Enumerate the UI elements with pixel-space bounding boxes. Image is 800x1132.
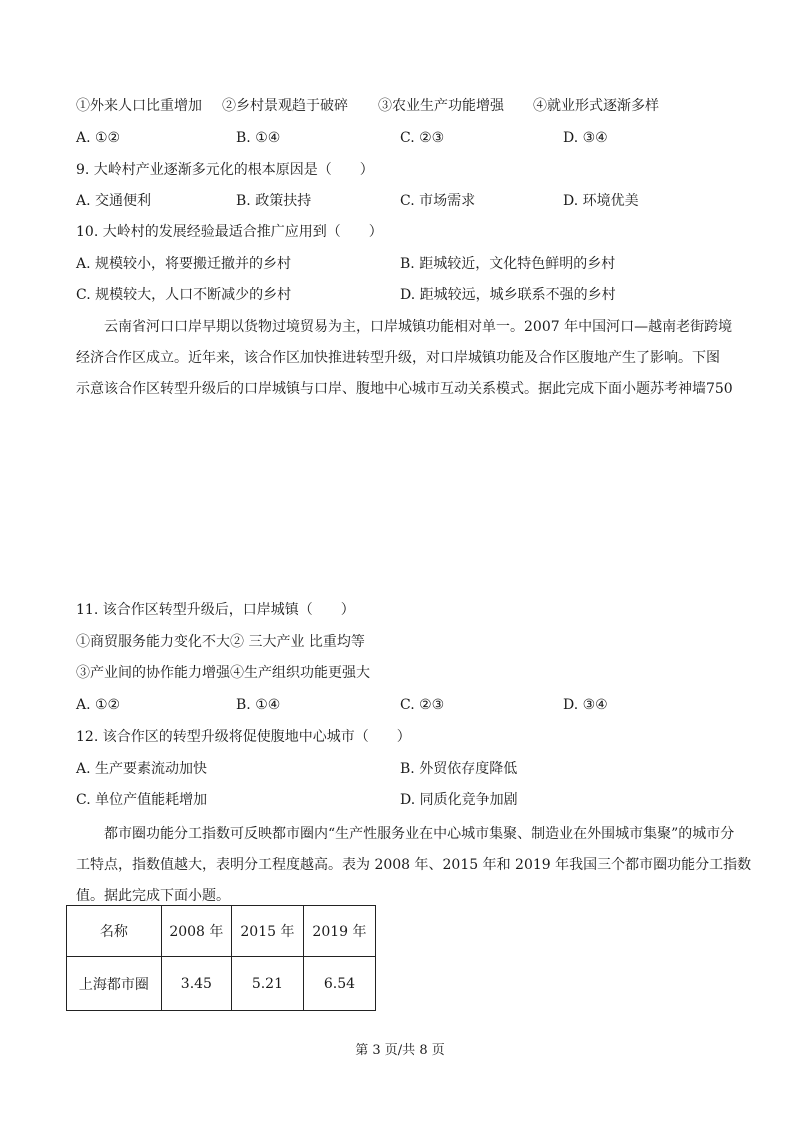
q9-answer-b: B. 政策扶持 [236,193,312,209]
question-11-stem: 11. 该合作区转型升级后，口岸城镇（ ） [76,602,355,618]
option-4: ④就业形式逐渐多样 [533,98,659,114]
index-table [66,905,376,1011]
q10-answer-b: B. 距城较近，文化特色鲜明的乡村 [400,256,616,272]
q11-answer-d: D. ③④ [563,697,608,713]
table-cell: 5.21 [231,957,303,1011]
table-cell: 3.45 [161,957,231,1011]
q12-answer-c: C. 单位产值能耗增加 [76,792,208,808]
q11-options-line-2: ③产业间的协作能力增强④生产组织功能更强大 [76,665,370,681]
question-10-stem: 10. 大岭村的发展经验最适合推广应用到（ ） [76,224,383,240]
q11-options-line-1: ①商贸服务能力变化不大② 三大产业 比重均等 [76,634,365,650]
q12-answer-a: A. 生产要素流动加快 [76,761,208,777]
passage-line: 经济合作区成立。近年来，该合作区加快推进转型升级，对口岸城镇功能及合作区腹地产生了影响。下图 [76,350,720,366]
passage-line: 云南省河口口岸早期以货物过境贸易为主，口岸城镇功能相对单一。2007 年中国河口—越南老街跨境 [104,319,733,335]
q10-answer-a: A. 规模较小，将要搬迁撤并的乡村 [76,256,292,272]
question-9-stem: 9. 大岭村产业逐渐多元化的根本原因是（ ） [76,162,374,178]
q10-answer-c: C. 规模较大，人口不断减少的乡村 [76,287,292,303]
table-header-cell: 2015 年 [231,906,303,957]
q11-answer-c: C. ②③ [400,697,445,713]
table-header-row [67,906,376,957]
passage-line: 工特点，指数值越大，表明分工程度越高。表为 2008 年、2015 年和 2019 年我国三个都市圈功能分工指数 [76,857,752,873]
answer-a: A. ①② [76,130,121,146]
q12-answer-b: B. 外贸依存度降低 [400,761,518,777]
table-cell: 上海都市圈 [67,957,162,1011]
passage-line: 都市圈功能分工指数可反映都市圈内“生产性服务业在中心城市集聚、制造业在外围城市集聚”的城市分 [104,826,735,842]
passage-line: 示意该合作区转型升级后的口岸城镇与口岸、腹地中心城市互动关系模式。据此完成下面小题苏考神墙750 [76,381,733,397]
question-12-stem: 12. 该合作区的转型升级将促使腹地中心城市（ ） [76,729,411,745]
q12-answer-d: D. 同质化竞争加剧 [400,792,518,808]
table-header-cell: 2019 年 [303,906,375,957]
answer-b: B. ①④ [236,130,281,146]
page-number: 第 3 页/共 8 页 [355,1043,445,1058]
option-3: ③农业生产功能增强 [378,98,504,114]
table-row [67,957,376,1011]
q9-answer-c: C. 市场需求 [400,193,476,209]
table-header-cell: 名称 [67,906,162,957]
q11-answer-b: B. ①④ [236,697,281,713]
option-1: ①外来人口比重增加 [76,98,202,114]
table-header-cell: 2008 年 [161,906,231,957]
q10-answer-d: D. 距城较远，城乡联系不强的乡村 [400,287,616,303]
answer-c: C. ②③ [400,130,445,146]
answer-d: D. ③④ [563,130,608,146]
passage-line: 值。据此完成下面小题。 [76,888,230,904]
passage-metro-index [76,819,752,912]
q9-answer-a: A. 交通便利 [76,193,152,209]
option-2: ②乡村景观趋于破碎 [222,98,348,114]
q11-answer-a: A. ①② [76,697,121,713]
table-cell: 6.54 [303,957,375,1011]
passage-hekou [76,312,736,405]
q9-answer-d: D. 环境优美 [563,193,639,209]
